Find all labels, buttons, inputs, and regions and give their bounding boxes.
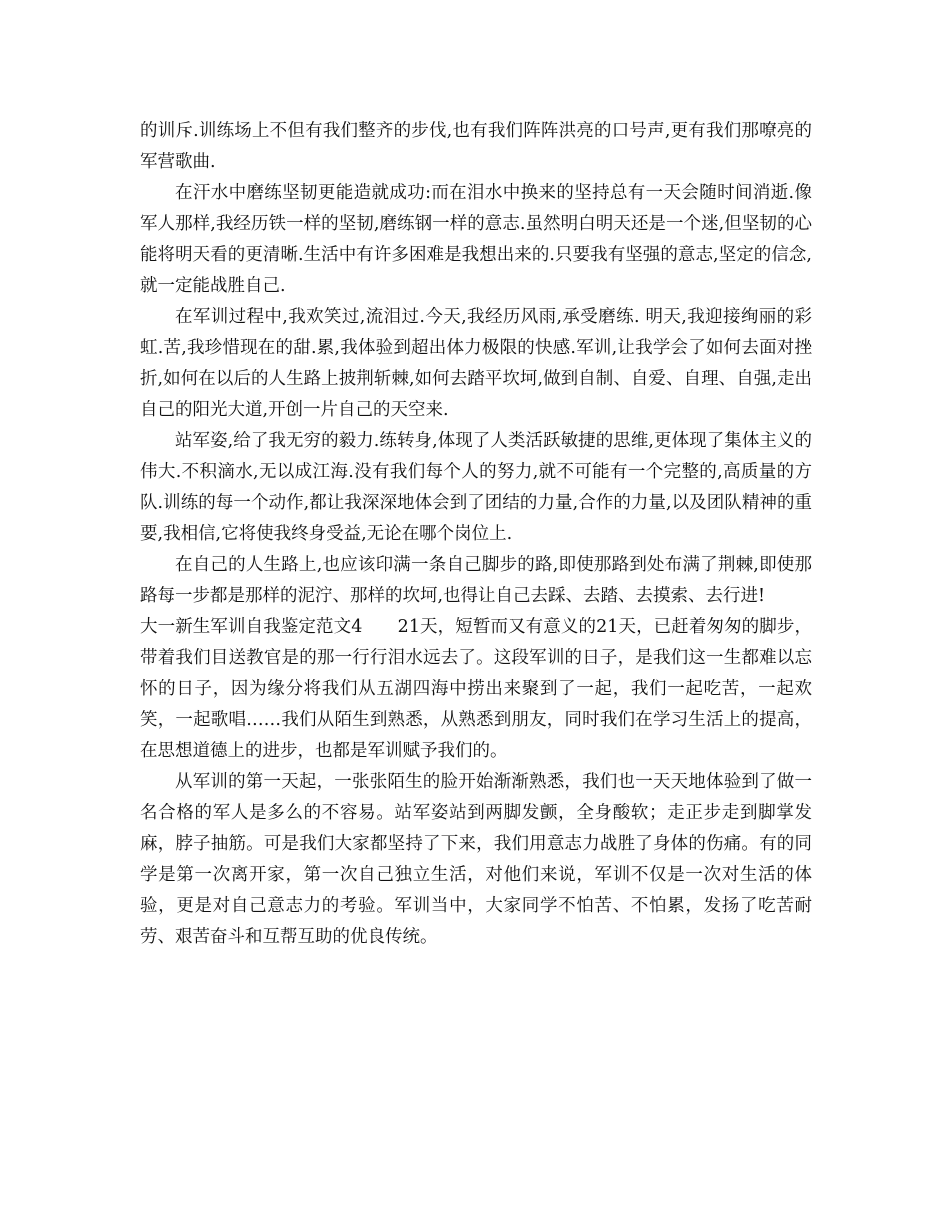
paragraph: 在军训过程中,我欢笑过,流泪过.今天,我经历风雨,承受磨练. 明天,我迎接绚丽的彩虹.苦,我珍惜现在的甜.累,我体验到超出体力极限的快感.军训,让我学会了如何去面对挫折,如何在以后的人生路上披荆斩棘,如何去踏平坎坷,做到自制、自爱、自理、自强,走出自己的阳光大道,开创一片自己的天空来.: [140, 307, 812, 420]
document-body: [140, 116, 812, 953]
paragraph-continuation: 的训斥.训练场上不但有我们整齐的步伐,也有我们阵阵洪亮的口号声,更有我们那嘹亮的军营歌曲.: [140, 121, 812, 172]
section-title-paragraph: 大一新生军训自我鉴定范文4 21天，短暂而又有意义的21天，已赶着匆匆的脚步，带着我们目送教官是的那一行行泪水远去了。这段军训的日子，是我们这一生都难以忘怀的日子，因为缘分将我们从五湖四海中捞出来聚到了一起，我们一起吃苦，一起欢笑，一起歌唱……我们从陌生到熟悉，从熟悉到朋友，同时我们在学习生活上的提高，在思想道德上的进步，也都是军训赋予我们的。: [140, 617, 812, 761]
paragraph: 从军训的第一天起，一张张陌生的脸开始渐渐熟悉，我们也一天天地体验到了做一名合格的军人是多么的不容易。站军姿站到两脚发颤，全身酸软；走正步走到脚掌发麻，脖子抽筋。可是我们大家都坚持了下来，我们用意志力战胜了身体的伤痛。有的同学是第一次离开家，第一次自己独立生活，对他们来说，军训不仅是一次对生活的体验，更是对自己意志力的考验。军训当中，大家同学不怕苦、不怕累，发扬了吃苦耐劳、艰苦奋斗和互帮互助的优良传统。: [140, 772, 812, 947]
paragraph: 站军姿,给了我无穷的毅力.练转身,体现了人类活跃敏捷的思维,更体现了集体主义的伟大.不积滴水,无以成江海.没有我们每个人的努力,就不可能有一个完整的,高质量的方队.训练的每一个动作,都让我深深地体会到了团结的力量,合作的力量,以及团队精神的重要,我相信,它将使我终身受益,无论在哪个岗位上.: [140, 431, 812, 544]
paragraph: 在自己的人生路上,也应该印满一条自己脚步的路,即使那路到处布满了荆棘,即使那路每一步都是那样的泥泞、那样的坎坷,也得让自己去踩、去踏、去摸索、去行进!: [140, 555, 812, 606]
paragraph: 在汗水中磨练坚韧更能造就成功:而在泪水中换来的坚持总有一天会随时间消逝.像军人那样,我经历铁一样的坚韧,磨练钢一样的意志.虽然明白明天还是一个迷,但坚韧的心能将明天看的更清晰.生活中有许多困难是我想出来的.只要我有坚强的意志,坚定的信念,就一定能战胜自己.: [140, 183, 812, 296]
